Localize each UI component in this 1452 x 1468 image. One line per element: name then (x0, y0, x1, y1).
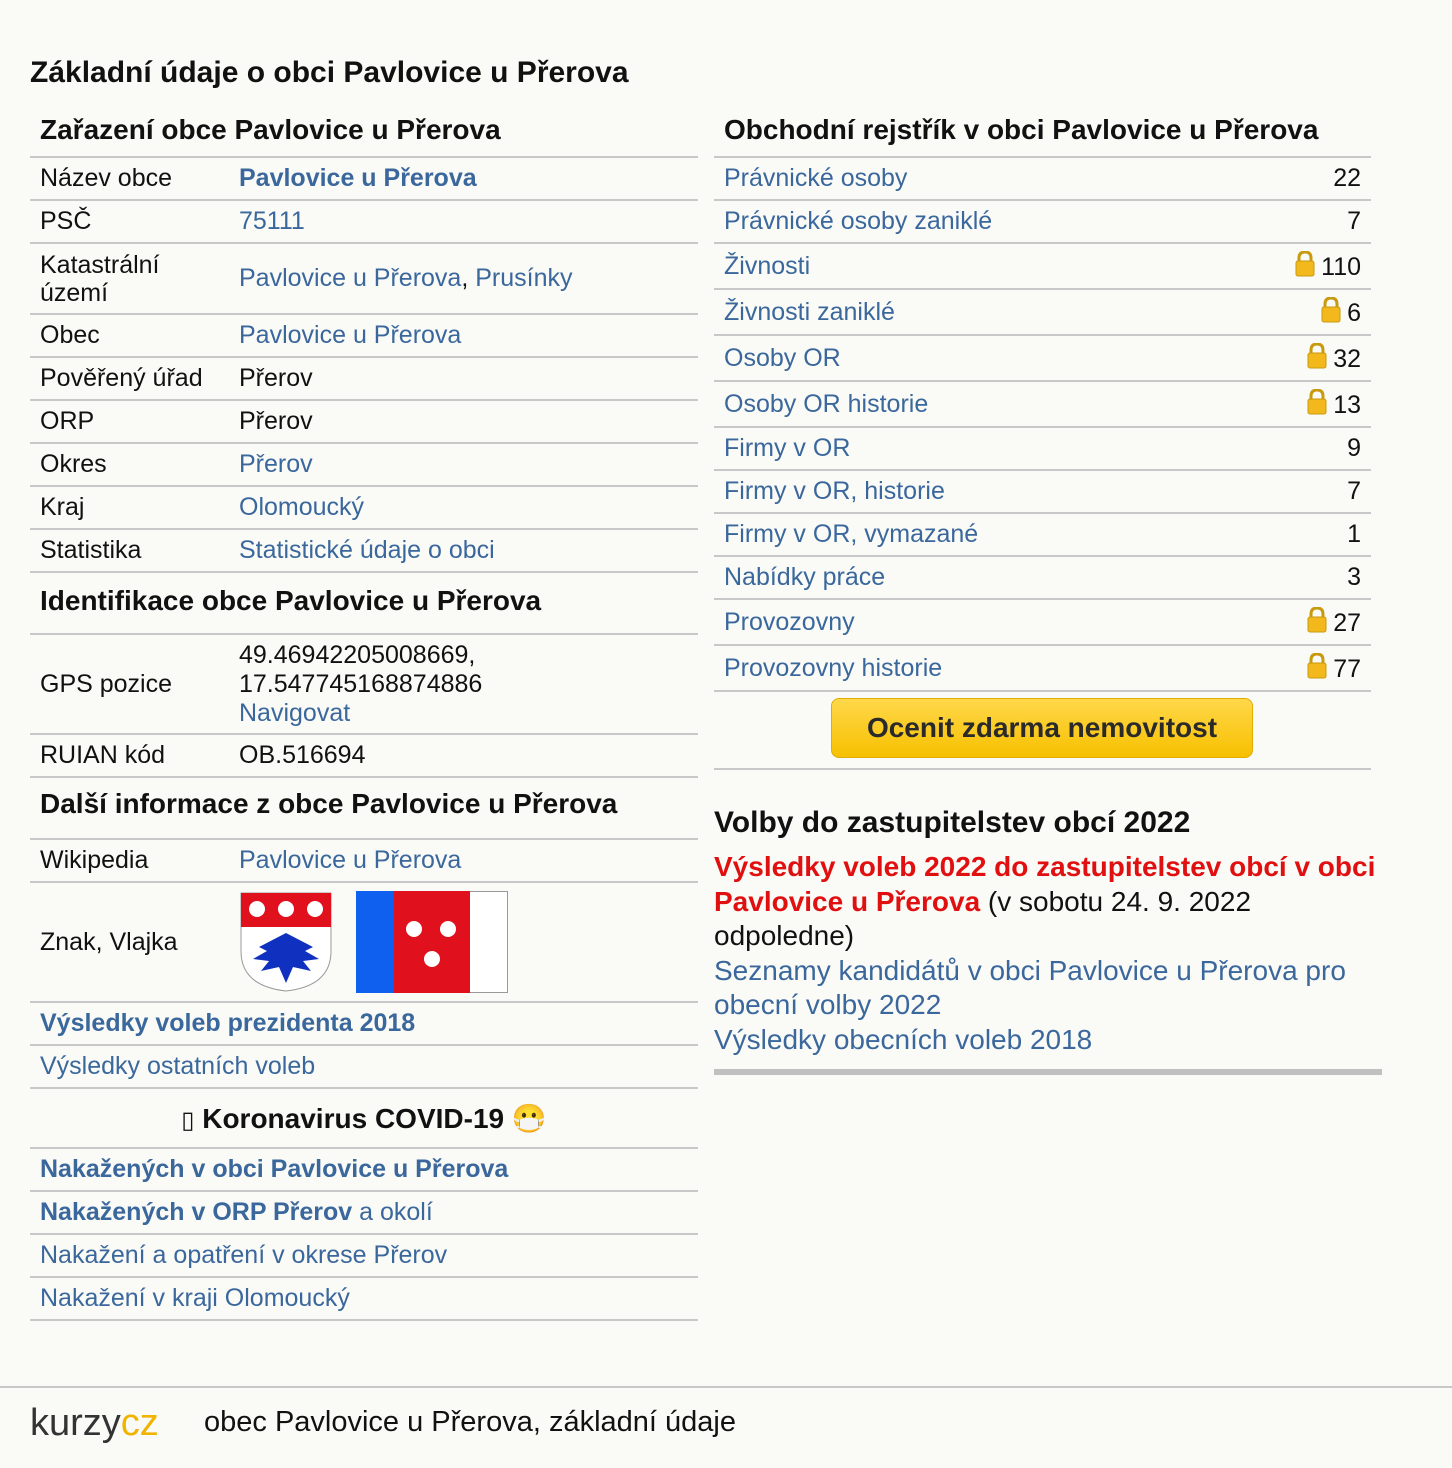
page-title: Základní údaje o obci Pavlovice u Přerova (30, 56, 629, 89)
rejstrik-count: 22 (1333, 164, 1361, 192)
wiki-link[interactable]: Pavlovice u Přerova (239, 846, 462, 874)
lock-icon (1321, 299, 1347, 327)
logo-part1: kurzy (30, 1402, 121, 1444)
povereny-urad-value: Přerov (229, 357, 698, 400)
volby-date-note: (v sobotu 24. 9. 2022 odpoledne) (714, 885, 1252, 951)
rejstrik-row (714, 381, 1371, 427)
table-row (30, 200, 698, 243)
table-row (30, 840, 698, 882)
lock-icon (1307, 655, 1333, 683)
okres-link[interactable]: Přerov (239, 450, 313, 478)
table-row (30, 1089, 698, 1148)
navigovat-link[interactable]: Navigovat (239, 698, 351, 727)
rejstrik-count: 32 (1333, 344, 1361, 373)
psc-label: PSČ (30, 200, 229, 243)
table-row (30, 734, 698, 777)
mask-face-icon: 😷 (511, 1102, 547, 1134)
obec-label: Obec (30, 314, 229, 357)
katastr-label-line2: území (40, 278, 109, 307)
volby-heading: Volby do zastupitelstev obcí 2022 (714, 806, 1191, 839)
button-row (714, 692, 1371, 770)
table-row (30, 486, 698, 529)
orp-value: Přerov (229, 400, 698, 443)
identifikace-heading: Identifikace obce Pavlovice u Přerova (30, 573, 698, 635)
table-row (30, 1148, 698, 1191)
section-divider (714, 1069, 1382, 1075)
rejstrik-link[interactable]: Firmy v OR (724, 434, 851, 462)
table-row (30, 1234, 698, 1277)
kandidati-link[interactable]: Seznamy kandidátů v obci Pavlovice u Přerova pro obecní volby 2022 (714, 954, 1346, 1020)
covid-obec-link[interactable]: Nakažených v obci Pavlovice u Přerova (40, 1155, 509, 1183)
rejstrik-heading: Obchodní rejstřík v obci Pavlovice u Přerova (714, 108, 1371, 158)
lock-icon (1307, 391, 1333, 419)
covid-prefix-icon: ▯ (181, 1106, 195, 1134)
rejstrik-row (714, 427, 1371, 470)
voting-links-table (30, 1003, 698, 1089)
orp-label: ORP (30, 400, 229, 443)
zarazeni-heading: Zařazení obce Pavlovice u Přerova (30, 108, 698, 158)
footer-text: obec Pavlovice u Přerova, základní údaje (204, 1406, 736, 1438)
rejstrik-link[interactable]: Osoby OR historie (724, 389, 929, 418)
rejstrik-count: 9 (1347, 434, 1361, 462)
zarazeni-table (30, 158, 698, 573)
kraj-label: Kraj (30, 486, 229, 529)
rejstrik-link[interactable]: Živnosti (724, 251, 811, 280)
coat-of-arms-icon[interactable] (239, 891, 333, 993)
volby-prezident-link[interactable]: Výsledky voleb prezidenta 2018 (40, 1009, 416, 1037)
table-row (30, 1191, 698, 1234)
lock-icon (1307, 609, 1333, 637)
rejstrik-row (714, 599, 1371, 645)
rejstrik-link[interactable]: Právnické osoby zaniklé (724, 207, 993, 235)
dalsi-table (30, 840, 698, 1003)
rejstrik-count: 6 (1347, 298, 1361, 327)
volby-2022-results-link[interactable]: Výsledky voleb 2022 do zastupitelstev obcí v obci Pavlovice u Přerova (714, 851, 1376, 917)
katastr-link-2[interactable]: Prusínky (475, 264, 573, 292)
covid-table (30, 1089, 698, 1321)
statistika-label: Statistika (30, 529, 229, 572)
gps-lat: 49.46942205008669, (239, 640, 476, 669)
okres-label: Okres (30, 443, 229, 486)
covid-kraj-link[interactable]: Nakažení v kraji Olomoucký (40, 1284, 350, 1312)
rejstrik-link[interactable]: Firmy v OR, vymazané (724, 520, 979, 548)
table-row (30, 357, 698, 400)
covid-heading (30, 1089, 698, 1148)
rejstrik-count: 7 (1347, 207, 1361, 235)
rejstrik-count: 13 (1333, 390, 1361, 419)
footer (0, 1386, 1452, 1468)
povereny-urad-label: Pověřený úřad (30, 357, 229, 400)
lock-icon (1295, 253, 1321, 281)
left-column (30, 108, 698, 1321)
rejstrik-row (714, 335, 1371, 381)
rejstrik-link[interactable]: Provozovny historie (724, 653, 943, 682)
rejstrik-link[interactable]: Právnické osoby (724, 164, 908, 192)
rejstrik-count: 27 (1333, 608, 1361, 637)
obec-link[interactable]: Pavlovice u Přerova (239, 321, 462, 349)
covid-orp-link[interactable]: Nakažených v ORP Přerov (40, 1198, 353, 1226)
rejstrik-count: 110 (1321, 252, 1361, 281)
katastr-label-line1: Katastrální (40, 250, 160, 279)
rejstrik-row (714, 158, 1371, 200)
rejstrik-row (714, 289, 1371, 335)
katastr-link-1[interactable]: Pavlovice u Přerova (239, 264, 462, 292)
ruian-value: OB.516694 (229, 734, 698, 777)
katastr-label (30, 243, 229, 314)
table-row (30, 314, 698, 357)
statistika-link[interactable]: Statistické údaje o obci (239, 536, 495, 564)
volby-section (714, 806, 1382, 1075)
psc-link[interactable]: 75111 (239, 207, 305, 235)
rejstrik-link[interactable]: Osoby OR (724, 343, 841, 372)
rejstrik-link[interactable]: Firmy v OR, historie (724, 477, 945, 505)
covid-okres-link[interactable]: Nakažení a opatření v okrese Přerov (40, 1241, 448, 1269)
identifikace-table (30, 635, 698, 778)
volby-2018-link[interactable]: Výsledky obecních voleb 2018 (714, 1023, 1093, 1055)
kurzy-logo[interactable] (30, 1402, 159, 1445)
rejstrik-row (714, 470, 1371, 513)
gps-label: GPS pozice (30, 635, 229, 734)
ruian-label: RUIAN kód (30, 734, 229, 777)
znak-label: Znak, Vlajka (30, 882, 229, 1002)
rejstrik-link[interactable]: Živnosti zaniklé (724, 297, 895, 326)
rejstrik-link[interactable]: Provozovny (724, 607, 855, 636)
gps-lon: 17.547745168874886 (239, 669, 483, 698)
covid-title: Koronavirus COVID-19 (202, 1102, 505, 1134)
volby-text (714, 850, 1382, 1057)
covid-orp-suffix: a okolí (352, 1198, 433, 1226)
table-row (30, 529, 698, 572)
right-column (714, 108, 1371, 770)
nazev-link[interactable]: Pavlovice u Přerova (239, 164, 477, 192)
ocenit-nemovitost-button[interactable]: Ocenit zdarma nemovitost (831, 698, 1253, 758)
rejstrik-count: 1 (1347, 520, 1361, 548)
dalsi-heading: Další informace z obce Pavlovice u Přerova (30, 778, 698, 840)
rejstrik-link[interactable]: Nabídky práce (724, 563, 886, 591)
rejstrik-count: 3 (1347, 563, 1361, 591)
volby-ostatni-link[interactable]: Výsledky ostatních voleb (40, 1052, 316, 1080)
flag-icon[interactable] (356, 891, 508, 993)
table-row (30, 400, 698, 443)
katastr-separator: , (461, 264, 476, 292)
rejstrik-row (714, 645, 1371, 691)
wiki-label: Wikipedia (30, 840, 229, 882)
rejstrik-count: 77 (1333, 654, 1361, 683)
rejstrik-row (714, 513, 1371, 556)
logo-part2: cz (120, 1402, 159, 1444)
table-row (30, 1045, 698, 1088)
rejstrik-count: 7 (1347, 477, 1361, 505)
table-row (30, 243, 698, 314)
table-row (30, 635, 698, 734)
kraj-link[interactable]: Olomoucký (239, 493, 365, 521)
table-row (30, 1003, 698, 1045)
table-row (30, 443, 698, 486)
table-row (30, 158, 698, 200)
rejstrik-row (714, 200, 1371, 243)
lock-icon (1307, 345, 1333, 373)
rejstrik-row (714, 556, 1371, 599)
rejstrik-table (714, 158, 1371, 692)
table-row (30, 882, 698, 1002)
table-row (30, 1277, 698, 1320)
rejstrik-row (714, 243, 1371, 289)
nazev-label: Název obce (30, 158, 229, 200)
